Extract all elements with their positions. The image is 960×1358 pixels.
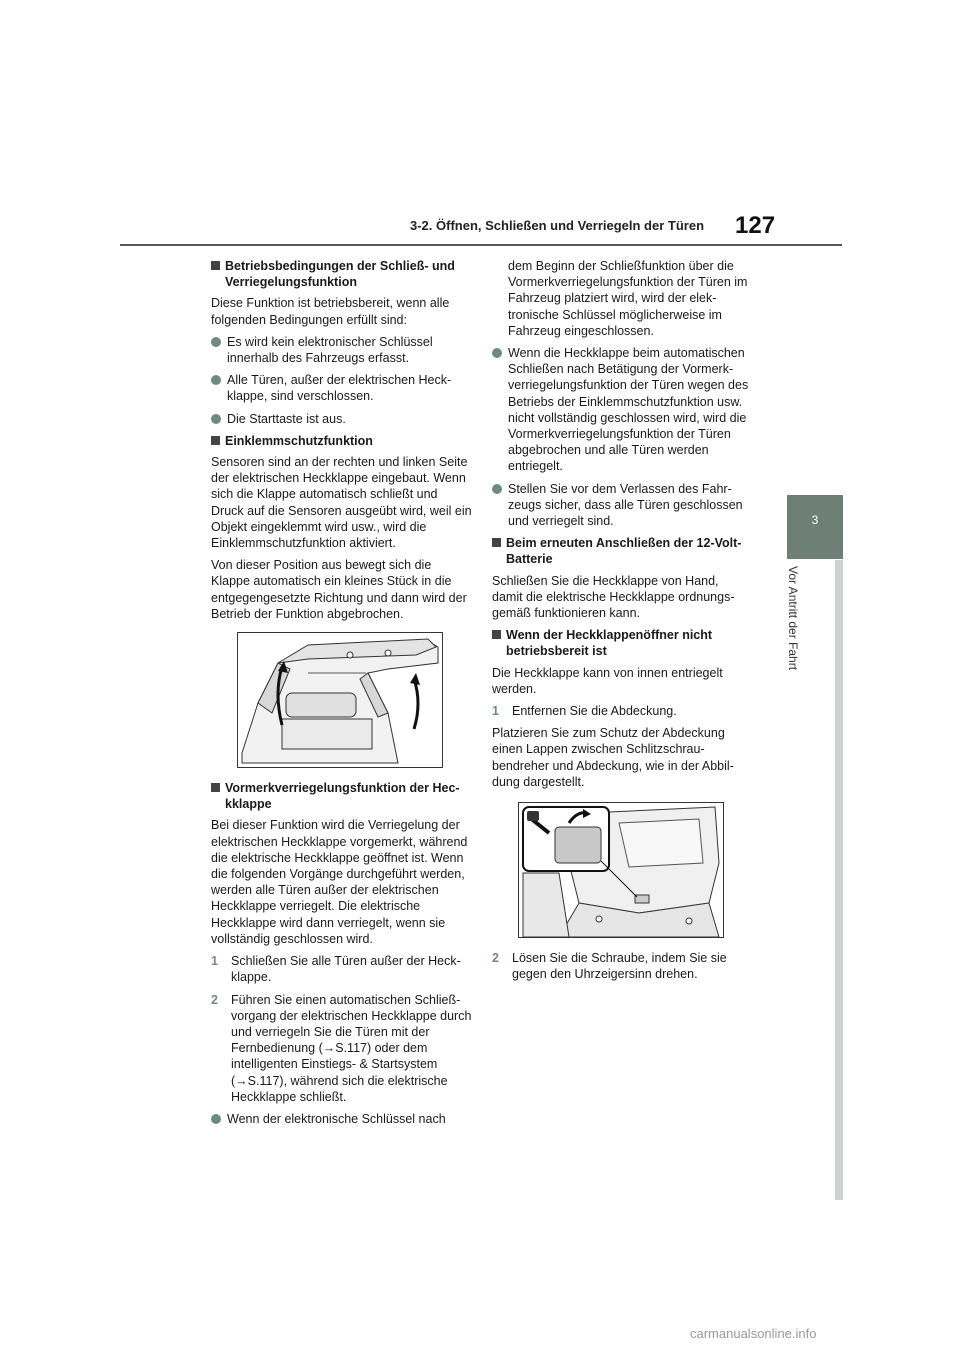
bullet-item: Alle Türen, außer der elektrischen Heckklappe, sind verschlossen. — [211, 372, 473, 404]
paragraph: Bei dieser Funktion wird die Verriegelung der elektrischen Heckklappe vorgemerkt, während die elektrische Heckklappe geöffnet ist. Wenn die folgenden Vorgänge durchgeführt werden, werden alle Türen außer der elektrischen Heckklappe verriegelt. Die elektrische Heckklappe wird dann verriegelt, wenn sie vollständig geschlossen wird. — [211, 818, 468, 946]
section-heading: Vormerkverriegelungsfunktion der Heckklappe — [211, 780, 473, 812]
bullet-icon — [211, 414, 221, 424]
paragraph: Platzieren Sie zum Schutz der Abdeckung einen Lappen zwischen Schlitzschraubendreher und Abdeckung, wie in der Abbildung dargestellt. — [492, 726, 734, 789]
bullet-icon — [492, 484, 502, 494]
bullet-icon — [211, 375, 221, 385]
paragraph-continued: dem Beginn der Schließfunktion über die Vormerkverriegelungsfunktion der Türen im Fahrzeug platziert wird, wird der elektronische Schlüssel möglicherweise im Fahrzeug eingeschlossen. — [508, 259, 748, 338]
bullet-icon — [211, 337, 221, 347]
paragraph: Die Heckklappe kann von innen entriegelt werden. — [492, 665, 723, 696]
paragraph: Diese Funktion ist betriebsbereit, wenn alle folgenden Bedingungen erfüllt sind: — [211, 296, 450, 327]
paragraph: Von dieser Position aus bewegt sich die Klappe automatisch ein kleines Stück in die entgegengesetzte Richtung und dann wird der Betrieb der Funktion abgebrochen. — [211, 558, 467, 621]
watermark: carmanualsonline.info — [690, 1326, 817, 1341]
page-number: 127 — [735, 212, 776, 239]
paragraph: Schließen Sie die Heckklappe von Hand, damit die elektrische Heckklappe ordnungsgemäß funktionieren kann. — [492, 573, 735, 621]
step-item: 2 Führen Sie einen automatischen Schließvorgang der elektrischen Heckklappe durch und verriegeln Sie die Türen mit der Fernbedienung (→S.117) oder dem intelligenten Einstiegs- & Startsystem (→S.117), während sich die elektrische Heckklappe schließt. — [211, 992, 472, 1104]
side-bar — [835, 560, 843, 1200]
right-column — [492, 258, 750, 989]
tailgate-sensor-illustration — [237, 632, 443, 768]
page-header — [0, 0, 960, 250]
bullet-icon — [492, 348, 502, 358]
chapter-label — [786, 566, 816, 716]
step-item: 1 Entfernen Sie die Abdeckung. — [492, 704, 677, 719]
section-heading: Betriebsbedingungen der Schließ- und Verriegelungsfunktion — [211, 258, 473, 290]
cover-removal-illustration — [518, 802, 724, 938]
section-title: 3-2. Öffnen, Schließen und Verriegeln der Türen — [410, 218, 705, 233]
bullet-item: Stellen Sie vor dem Verlassen des Fahrzeugs sicher, dass alle Türen geschlossen und verriegelt sind. — [492, 481, 750, 530]
chapter-number: 3 — [811, 513, 819, 527]
bullet-item: Wenn der elektronische Schlüssel nach — [211, 1111, 473, 1127]
bullet-icon — [211, 1114, 221, 1124]
section-heading: Einklemmschutzfunktion — [211, 433, 473, 449]
paragraph: Sensoren sind an der rechten und linken Seite der elektrischen Heckklappe eingebaut. Wenn sich die Klappe automatisch schließt und Druck auf die Sensoren ausgeübt wird, weil ein Objekt eingeklemmt wird usw., wird die Einklemmschutzfunktion aktiviert. — [211, 455, 472, 551]
header-divider — [120, 244, 842, 246]
step-item: 2 Lösen Sie die Schraube, indem Sie sie gegen den Uhrzeigersinn drehen. — [492, 951, 727, 982]
chapter-title: Vor Antritt der Fahrt — [786, 566, 800, 671]
bullet-item: Wenn die Heckklappe beim automatischen Schließen nach Betätigung der Vormerkverriegelungsfunktion der Türen wegen des Betriebs der Einklemmschutzfunktion usw. nicht vollständig geschlossen wird, wird die Vormerkverriegelungsfunktion der Türen abgebrochen und alle Türen werden entriegelt. — [492, 345, 750, 475]
step-item: 1 Schließen Sie alle Türen außer der Heckklappe. — [211, 954, 461, 985]
section-heading: Wenn der Heckklappenöffner nicht betriebsbereit ist — [492, 627, 750, 659]
left-column — [211, 258, 473, 1133]
bullet-item: Es wird kein elektronischer Schlüssel innerhalb des Fahrzeugs erfasst. — [211, 334, 473, 366]
bullet-item: Die Starttaste ist aus. — [211, 411, 473, 427]
chapter-tab — [787, 495, 843, 559]
section-heading: Beim erneuten Anschließen der 12-Volt-Batterie — [492, 535, 750, 567]
